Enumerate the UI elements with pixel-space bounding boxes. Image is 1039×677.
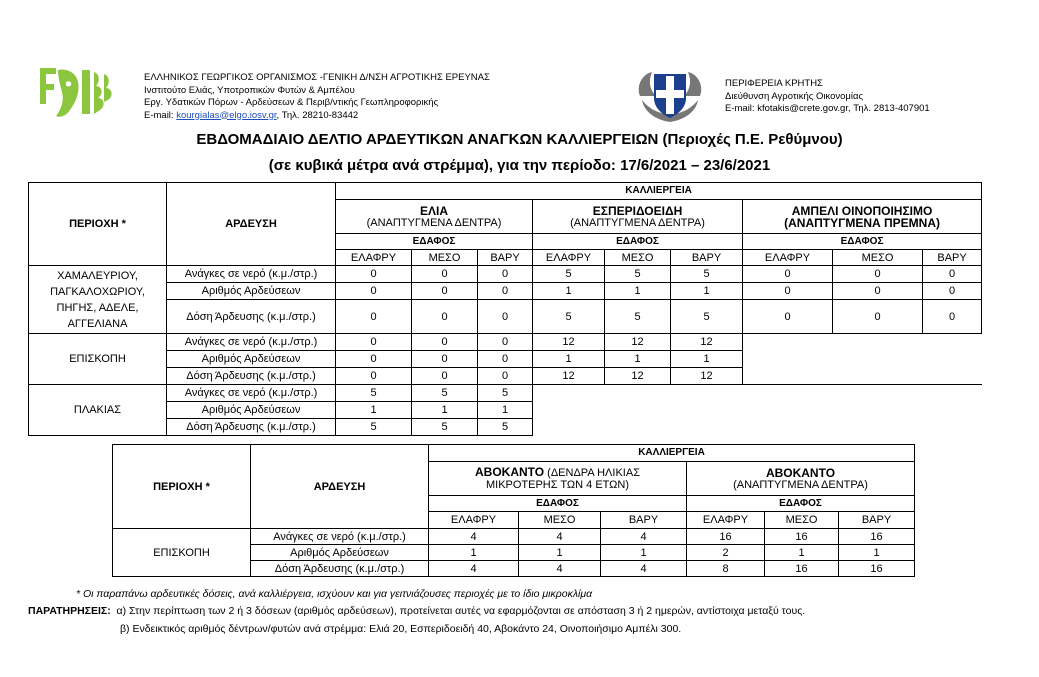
header-area: ΠΕΡΙΟΧΗ *	[29, 183, 167, 266]
value-cell: 12	[533, 334, 605, 351]
value-cell: 4	[601, 529, 687, 545]
soil-header: ΕΔΑΦΟΣ	[533, 234, 743, 250]
value-cell: 5	[533, 266, 605, 283]
value-cell: 12	[533, 368, 605, 385]
table-row	[29, 283, 982, 300]
value-cell: 5	[478, 419, 533, 436]
row-label: Ανάγκες σε νερό (κ.μ./στρ.)	[167, 385, 336, 402]
value-cell: 16	[839, 561, 915, 577]
soil-heavy: ΒΑΡΥ	[671, 250, 743, 266]
value-cell: 0	[923, 300, 982, 334]
value-cell: 0	[743, 283, 833, 300]
soil-medium: ΜΕΣΟ	[412, 250, 478, 266]
institution-contact: E-mail: kourgialas@elgo.iosv.gr, Τηλ. 28210-83442	[144, 109, 359, 121]
value-cell: 0	[923, 283, 982, 300]
value-cell: 1	[601, 545, 687, 561]
value-cell: 0	[412, 300, 478, 334]
value-cell: 1	[412, 402, 478, 419]
value-cell: 1	[533, 283, 605, 300]
row-label: Ανάγκες σε νερό (κ.μ./στρ.)	[167, 266, 336, 283]
soil-heavy: ΒΑΡΥ	[839, 512, 915, 529]
value-cell: 0	[478, 334, 533, 351]
value-cell: 5	[671, 300, 743, 334]
soil-heavy: ΒΑΡΥ	[601, 512, 687, 529]
value-cell: 1	[839, 545, 915, 561]
value-cell: 0	[833, 300, 923, 334]
value-cell: 4	[429, 561, 519, 577]
value-cell: 2	[687, 545, 765, 561]
elgo-logo-icon	[36, 64, 126, 124]
row-label: Αριθμός Αρδεύσεων	[251, 545, 429, 561]
soil-light: ΕΛΑΦΡΥ	[533, 250, 605, 266]
value-cell: 0	[833, 266, 923, 283]
irrigation-table-1	[28, 182, 982, 436]
value-cell: 0	[478, 283, 533, 300]
value-cell: 4	[519, 529, 601, 545]
soil-heavy: ΒΑΡΥ	[478, 250, 533, 266]
region-line-1: ΠΕΡΙΦΕΡΕΙΑ ΚΡΗΤΗΣ	[725, 78, 823, 89]
value-cell: 0	[412, 266, 478, 283]
table-row	[113, 529, 915, 545]
row-label: Ανάγκες σε νερό (κ.μ./στρ.)	[167, 334, 336, 351]
value-cell: 12	[671, 368, 743, 385]
value-cell: 0	[412, 334, 478, 351]
value-cell: 12	[605, 368, 671, 385]
value-cell: 0	[743, 266, 833, 283]
soil-light: ΕΛΑΦΡΥ	[429, 512, 519, 529]
value-cell: 0	[478, 368, 533, 385]
value-cell: 16	[765, 529, 839, 545]
value-cell: 1	[671, 283, 743, 300]
soil-heavy: ΒΑΡΥ	[923, 250, 982, 266]
value-cell: 1	[765, 545, 839, 561]
empty-cell	[533, 385, 982, 436]
value-cell: 5	[605, 266, 671, 283]
row-label: Δόση Άρδευσης (κ.μ./στρ.)	[167, 419, 336, 436]
soil-medium: ΜΕΣΟ	[833, 250, 923, 266]
value-cell: 5	[336, 419, 412, 436]
value-cell: 0	[336, 368, 412, 385]
area-name: ΕΠΙΣΚΟΠΗ	[113, 529, 251, 577]
area-name: ΕΠΙΣΚΟΠΗ	[29, 334, 167, 385]
soil-medium: ΜΕΣΟ	[765, 512, 839, 529]
value-cell: 0	[833, 283, 923, 300]
value-cell: 1	[533, 351, 605, 368]
value-cell: 1	[336, 402, 412, 419]
value-cell: 16	[687, 529, 765, 545]
row-label: Αριθμός Αρδεύσεων	[167, 351, 336, 368]
value-cell: 0	[478, 266, 533, 283]
value-cell: 1	[605, 283, 671, 300]
value-cell: 16	[765, 561, 839, 577]
soil-medium: ΜΕΣΟ	[519, 512, 601, 529]
value-cell: 0	[336, 283, 412, 300]
remarks-line-a: ΠΑΡΑΤΗΡΗΣΕΙΣ: α) Στην περίπτωση των 2 ή 3 δόσεων (αριθμός αρδεύσεων), προτείνεται αυτές να εφαρμόζονται σε απόσταση 3 ή 2 ημερών, αντίστοιχα μεταξύ τους.	[28, 605, 806, 617]
value-cell: 5	[412, 385, 478, 402]
value-cell: 16	[839, 529, 915, 545]
header-irrigation: ΑΡΔΕΥΣΗ	[251, 445, 429, 529]
value-cell: 4	[601, 561, 687, 577]
table-row	[29, 266, 982, 283]
soil-header: ΕΔΑΦΟΣ	[743, 234, 982, 250]
institution-line-2: Ινστιτούτο Ελιάς, Υποτροπικών Φυτών & Αμπέλου	[144, 84, 355, 96]
value-cell: 0	[412, 283, 478, 300]
soil-medium: ΜΕΣΟ	[605, 250, 671, 266]
table-row	[29, 334, 982, 351]
footnote: * Οι παραπάνω αρδευτικές δόσεις, ανά καλλιέργεια, ισχύουν και για γειτνιάζουσες περιοχές με το ίδιο μικροκλίμα	[76, 588, 593, 600]
soil-light: ΕΛΑΦΡΥ	[336, 250, 412, 266]
value-cell: 5	[671, 266, 743, 283]
value-cell: 5	[605, 300, 671, 334]
crop-header-citrus: ΕΣΠΕΡΙΔΟΕΙΔΗ (ΑΝΑΠΤΥΓΜΕΝΑ ΔΕΝΤΡΑ)	[533, 200, 743, 234]
value-cell: 0	[412, 368, 478, 385]
value-cell: 5	[336, 385, 412, 402]
page-subtitle: (σε κυβικά μέτρα ανά στρέμμα), για την περίοδο: 17/6/2021 – 23/6/2021	[268, 157, 771, 174]
row-label: Δόση Άρδευσης (κ.μ./στρ.)	[167, 368, 336, 385]
value-cell: 5	[478, 385, 533, 402]
crop-header-olive: ΕΛΙΑ (ΑΝΑΠΤΥΓΜΕΝΑ ΔΕΝΤΡΑ)	[336, 200, 533, 234]
value-cell: 1	[478, 402, 533, 419]
crop-header-young-avocado: ΑΒΟΚΑΝΤΟ (ΔΕΝΔΡΑ ΗΛΙΚΙΑΣ ΜΙΚΡΟΤΕΡΗΣ ΤΩΝ 4 ΕΤΩΝ)	[429, 462, 687, 496]
row-label: Αριθμός Αρδεύσεων	[167, 283, 336, 300]
soil-header: ΕΔΑΦΟΣ	[429, 496, 687, 512]
row-label: Ανάγκες σε νερό (κ.μ./στρ.)	[251, 529, 429, 545]
value-cell: 5	[412, 419, 478, 436]
soil-light: ΕΛΑΦΡΥ	[687, 512, 765, 529]
soil-header: ΕΔΑΦΟΣ	[336, 234, 533, 250]
value-cell: 0	[412, 351, 478, 368]
row-label: Δόση Άρδευσης (κ.μ./στρ.)	[167, 300, 336, 334]
value-cell: 12	[605, 334, 671, 351]
value-cell: 0	[336, 334, 412, 351]
page-title: ΕΒΔΟΜΑΔΙΑΙΟ ΔΕΛΤΙΟ ΑΡΔΕΥΤΙΚΩΝ ΑΝΑΓΚΩΝ ΚΑΛΛΙΕΡΓΕΙΩΝ (Περιοχές Π.Ε. Ρεθύμνου)	[196, 131, 843, 148]
value-cell: 4	[429, 529, 519, 545]
remarks-line-b: β) Ενδεικτικός αριθμός δέντρων/φυτών ανά στρέμμα: Ελιά 20, Εσπεριδοειδή 40, Αβοκάντο 24, Οινοποιήσιμο Αμπέλι 300.	[120, 623, 682, 635]
value-cell: 5	[533, 300, 605, 334]
row-label: Δόση Άρδευσης (κ.μ./στρ.)	[251, 561, 429, 577]
soil-light: ΕΛΑΦΡΥ	[743, 250, 833, 266]
table-row	[29, 300, 982, 334]
value-cell: 0	[336, 300, 412, 334]
row-label: Αριθμός Αρδεύσεων	[167, 402, 336, 419]
institution-line-3: Εργ. Υδατικών Πόρων - Αρδεύσεων & Περιβ/ντικής Γεωπληροφορικής	[144, 97, 439, 108]
institution-line-1: ΕΛΛΗΝΙΚΟΣ ΓΕΩΡΓΙΚΟΣ ΟΡΓΑΝΙΣΜΟΣ -ΓΕΝΙΚΗ Δ/ΝΣΗ ΑΓΡΟΤΙΚΗΣ ΕΡΕΥΝΑΣ	[144, 72, 490, 83]
region-line-2: Διεύθυνση Αγροτικής Οικονομίας	[725, 90, 864, 102]
area-name: ΧΑΜΑΛΕΥΡΙΟΥ, ΠΑΓΚΑΛΟΧΩΡΙΟΥ, ΠΗΓΗΣ, ΑΔΕΛΕ, ΑΓΓΕΛΙΑΝΑ	[29, 266, 167, 334]
table-row	[29, 385, 982, 402]
crop-header-vine: ΑΜΠΕΛΙ ΟΙΝΟΠΟΙΗΣΙΜΟ (ΑΝΑΠΤΥΓΜΕΝΑ ΠΡΕΜΝΑ)	[743, 200, 982, 234]
value-cell: 1	[605, 351, 671, 368]
remarks-label: ΠΑΡΑΤΗΡΗΣΕΙΣ:	[28, 605, 111, 617]
region-line-3: E-mail: kfotakis@crete.gov.gr, Τηλ. 2813-407901	[725, 103, 930, 114]
value-cell: 1	[671, 351, 743, 368]
value-cell: 12	[671, 334, 743, 351]
value-cell: 0	[336, 351, 412, 368]
soil-header: ΕΔΑΦΟΣ	[687, 496, 915, 512]
value-cell: 4	[519, 561, 601, 577]
value-cell: 0	[923, 266, 982, 283]
value-cell: 0	[336, 266, 412, 283]
value-cell: 0	[478, 351, 533, 368]
crop-header-avocado: ΑΒΟΚΑΝΤΟ (ΑΝΑΠΤΥΓΜΕΝΑ ΔΕΝΤΡΑ)	[687, 462, 915, 496]
area-name: ΠΛΑΚΙΑΣ	[29, 385, 167, 436]
header-area: ΠΕΡΙΟΧΗ *	[113, 445, 251, 529]
institution-email-link[interactable]: kourgialas@elgo.iosv.gr	[176, 109, 277, 121]
empty-cell	[743, 334, 982, 385]
header-crops: ΚΑΛΛΙΕΡΓΕΙΑ	[429, 445, 915, 462]
value-cell: 0	[743, 300, 833, 334]
irrigation-table-2	[112, 444, 915, 577]
value-cell: 8	[687, 561, 765, 577]
greek-emblem-icon	[630, 66, 710, 124]
value-cell: 0	[478, 300, 533, 334]
value-cell: 1	[429, 545, 519, 561]
value-cell: 1	[519, 545, 601, 561]
header-crops: ΚΑΛΛΙΕΡΓΕΙΑ	[336, 183, 982, 200]
header-irrigation: ΑΡΔΕΥΣΗ	[167, 183, 336, 266]
